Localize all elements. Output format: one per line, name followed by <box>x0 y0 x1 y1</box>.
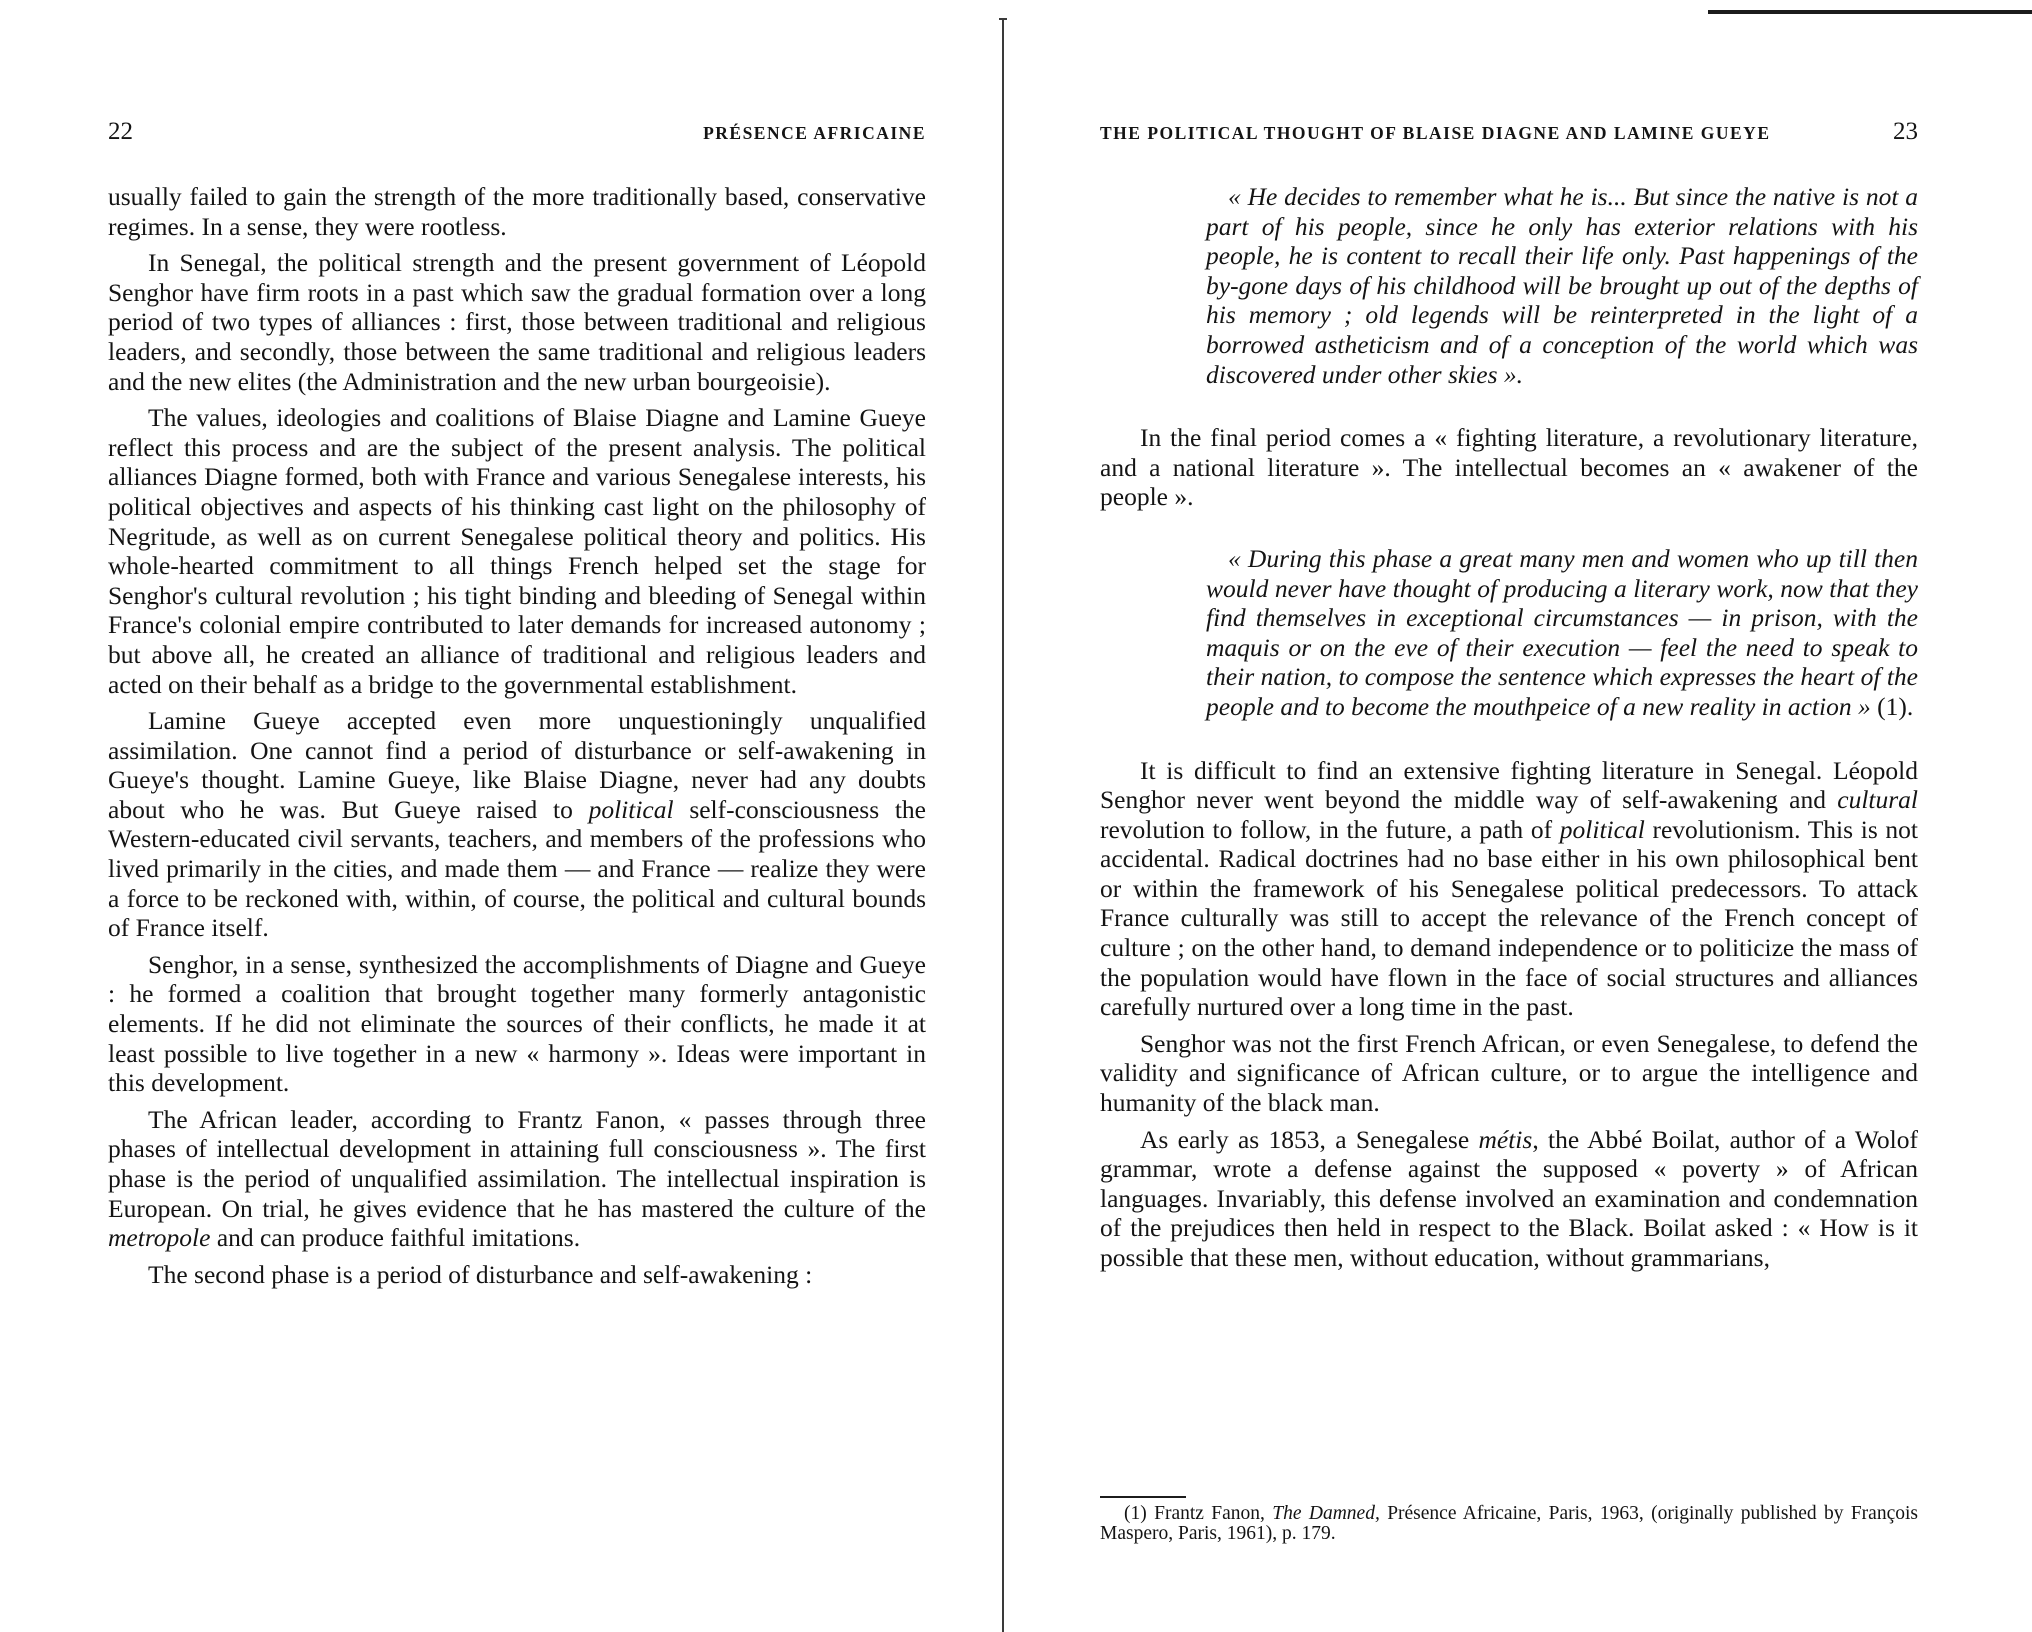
left-paragraph-6-italic: metropole <box>108 1223 211 1253</box>
block-quote-2 <box>1206 544 1918 722</box>
left-paragraph-6-text-a: The African leader, according to Frantz Fanon, « passes through three phases of intellectual development in attaining full consciousness ». The first phase is the period of unqualified assimilation. The intellectual inspiration is European. On trial, he gives evidence that he has mastered the culture of the <box>108 1104 926 1223</box>
right-page-number: 23 <box>1893 118 1918 145</box>
footnote-1 <box>1100 1504 1918 1544</box>
left-paragraph-1: usually failed to gain the strength of the more traditionally based, conservative regimes. In a sense, they were rootless. <box>108 182 926 241</box>
block-quote-1-text: « He decides to remember what he is... But since the native is not a part of his people, since he only has exterior relations with his people, he is content to recall their life only. Past happenings of the by-gone days of his childhood will be brought up out of the depths of his memory ; old legends will be reinterpreted in the light of a borrowed astheticism and of a conception of the world which was discovered under other skies ». <box>1206 182 1918 389</box>
right-paragraph-3: Senghor was not the first French African, or even Senegalese, to defend the validity and significance of African culture, or to argue the intelligence and humanity of the black man. <box>1100 1028 1918 1118</box>
right-paragraph-2-italic-1: cultural <box>1837 785 1918 815</box>
block-quote-1 <box>1206 182 1918 389</box>
right-paragraph-4-text-a: As early as 1853, a Senegalese <box>1140 1124 1479 1154</box>
left-paragraph-5: Senghor, in a sense, synthesized the accomplishments of Diagne and Gueye : he formed a coalition that brought together many formerly antagonistic elements. If he did not eliminate the sources of their conflicts, he made it at least possible to live together in a new « harmony ». Ideas were important in this development. <box>108 949 926 1098</box>
right-paragraph-2-text-b: revolution to follow, in the future, a path of <box>1100 814 1560 844</box>
right-page <box>1004 0 2032 1632</box>
block-quote-2-text <box>1206 544 1918 722</box>
right-paragraph-4 <box>1100 1125 1918 1273</box>
left-running-head-title: PRÉSENCE AFRICAINE <box>703 123 926 143</box>
left-paragraph-4-italic: political <box>588 794 674 824</box>
right-paragraph-4-text-b: , the Abbé Boilat, author of a Wolof grammar, wrote a defense against the supposed « poverty » of African languages. Invariably, this defense involved an examination and condemnation of the prejudices then held in respect to the Black. Boilat asked : « How is it possible that these men, without education, without grammarians, <box>1100 1124 1918 1272</box>
right-text-column <box>1100 182 1918 1280</box>
block-quote-2-reference: (1). <box>1870 691 1914 721</box>
left-text-column <box>108 182 926 1296</box>
right-running-head <box>1100 118 1918 148</box>
right-paragraph-2 <box>1100 756 1918 1022</box>
left-paragraph-4-text-b: self-consciousness the Western-educated civil servants, teachers, and members of the professions who lived primarily in the cities, and made them — and France — realize they were a force to be reckoned with, within, of course, the political and cultural bounds of France itself. <box>108 794 926 943</box>
right-paragraph-1: In the final period comes a « fighting literature, a revolutionary literature, and a national literature ». The intellectual becomes an « awakener of the people ». <box>1100 423 1918 512</box>
left-paragraph-4 <box>108 706 926 943</box>
footnote-rule <box>1100 1496 1186 1498</box>
footnote-1-text-a: (1) Frantz Fanon, <box>1124 1503 1273 1524</box>
left-paragraph-4-text-a: Lamine Gueye accepted even more unquestioningly unqualified assimilation. One cannot find a period of disturbance or self-awakening in Gueye's thought. Lamine Gueye, like Blaise Diagne, never had any doubts about who he was. But Gueye raised to <box>108 706 926 824</box>
right-paragraph-2-text-a: It is difficult to find an extensive fighting literature in Senegal. Léopold Senghor never went beyond the middle way of self-awakening and <box>1100 755 1918 815</box>
left-paragraph-6 <box>108 1105 926 1253</box>
left-paragraph-6-text-b: and can produce faithful imitations. <box>210 1223 581 1253</box>
left-paragraph-7: The second phase is a period of disturbance and self-awakening : <box>148 1259 813 1289</box>
right-paragraph-2-italic-2: political <box>1559 814 1645 844</box>
left-page-number: 22 <box>108 118 133 145</box>
right-paragraph-2-text-c: revolutionism. This is not accidental. Radical doctrines had no base either in his own philosophical bent or within the framework of his Senegalese political predecessors. To attack France culturally was still to accept the relevance of the French concept of culture ; on the other hand, to demand independence or to politicize the mass of the population would have flown in the face of social structures and alliances carefully nurtured over a long time in the past. <box>1100 814 1919 1022</box>
left-paragraph-3: The values, ideologies and coalitions of Blaise Diagne and Lamine Gueye reflect this process and are the subject of the present analysis. The political alliances Diagne formed, both with France and various Senegalese interests, his political objectives and aspects of his thinking cast light on the philosophy of Negritude, as well as on current Senegalese political theory and politics. His whole-hearted commitment to all things French helped set the stage for Senghor's cultural revolution ; his tight binding and bleeding of Senegal within France's colonial empire contributed to later demands for increased autonomy ; but above all, he created an alliance of traditional and religious leaders and acted on their behalf as a bridge to the governmental establishment. <box>108 403 926 699</box>
left-page <box>0 0 1000 1632</box>
block-quote-2-italic: « During this phase a great many men and women who up till then would never have thought of producing a literary work, now that they find themselves in exceptional circumstances — in prison, with the maquis or on the eve of their execution — feel the need to speak to their nation, to compose the sentence which expresses the heart of the people and to become the mouthpeice of a new reality in action » <box>1206 543 1918 721</box>
footnote-1-text-b: Présence Africaine, Paris, 1963, (originally published by François Maspero, Paris, 1961), p. 179. <box>1100 1503 1918 1544</box>
left-paragraph-2: In Senegal, the political strength and the present government of Léopold Senghor have firm roots in a past which saw the gradual formation over a long period of two types of alliances : first, those between traditional and religious leaders, and secondly, those between the same traditional and religious leaders and the new elites (the Administration and the new urban bourgeoisie). <box>108 248 926 396</box>
right-running-head-title: THE POLITICAL THOUGHT OF BLAISE DIAGNE AND LAMINE GUEYE <box>1100 123 1771 143</box>
footnote-1-italic: The Damned, <box>1272 1503 1380 1524</box>
left-running-head <box>108 118 926 148</box>
right-paragraph-4-italic: métis <box>1478 1124 1533 1154</box>
